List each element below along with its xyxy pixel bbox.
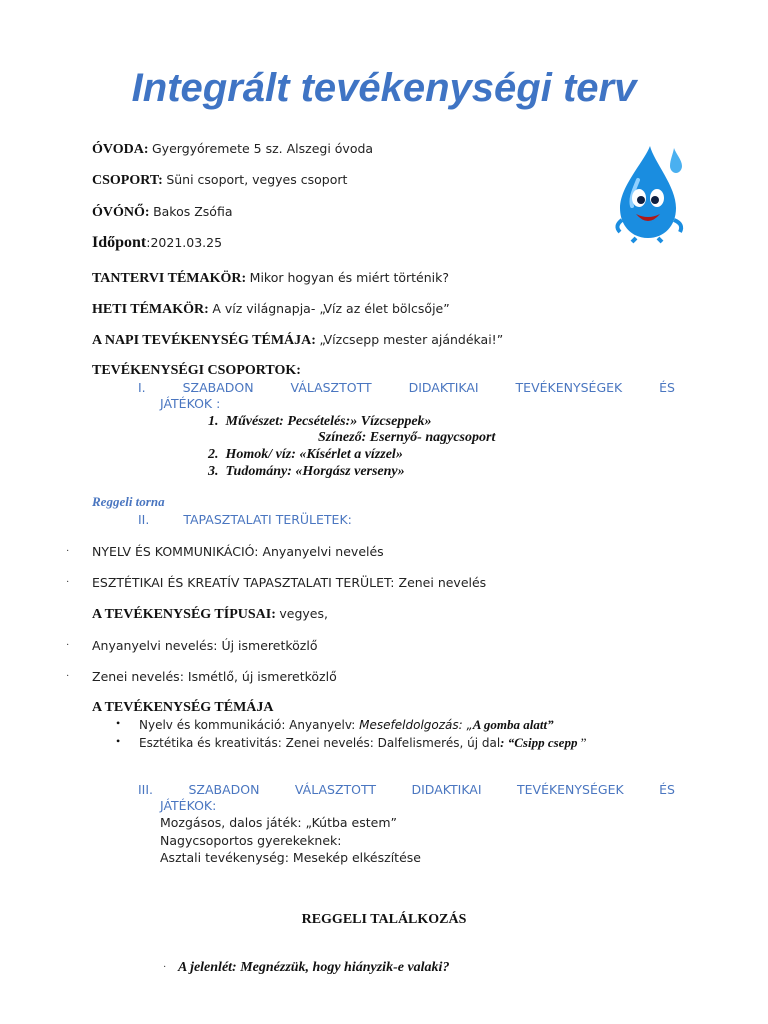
list-item [208,414,432,430]
area-label: NYELV ÉS KOMMUNIKÁCIÓ: [92,544,259,559]
heading-word: TEVÉKENYSÉGEK [516,782,624,797]
field-label: CSOPORT: [92,173,163,188]
list-item [208,447,403,463]
field-tantervi-temakor [92,270,449,287]
heading-word: ÉS [659,380,675,395]
groups-heading: TEVÉKENYSÉGI CSOPORTOK: [92,363,301,378]
types-line [92,606,328,623]
field-value: Gyergyóremete 5 sz. Alszegi óvoda [152,141,374,156]
heading-word: VÁLASZTOTT [294,782,377,797]
field-label: HETI TÉMAKÖR: [92,302,209,317]
section-numeral: II. [138,512,150,527]
heading-word: DIDAKTIKAI [411,782,482,797]
activity-line: Asztali tevékenység: Mesekép elkészítése [160,850,421,865]
type-item [92,638,317,653]
area-item [92,575,486,590]
topic-tail: ” [577,735,587,750]
field-value: A víz világnapja- „Víz az élet bölcsője” [212,301,450,316]
bullet-dot: · [66,671,70,682]
heading-word: ÉS [659,782,675,797]
field-label: ÓVÓNŐ: [92,205,150,220]
topic-item [139,717,554,733]
types-value: vegyes, [279,606,328,621]
activity-line: Nagycsoportos gyerekeknek: [160,833,342,848]
item-text: Homok/ víz: «Kísérlet a vízzel» [225,447,403,462]
section-1-heading [138,380,675,395]
field-idopont [92,234,222,252]
field-value: :2021.03.25 [146,235,223,250]
topic-italic: : [500,735,508,750]
meeting-heading: REGGELI TALÁLKOZÁS [301,912,467,927]
topic-italic: Mesefeldolgozás: „ [359,718,473,732]
field-value: Bakos Zsófia [153,204,233,219]
section-numeral: III. [138,782,154,797]
document-title: Integrált tevékenységi terv [131,66,637,110]
types-label: A TEVÉKENYSÉG TÍPUSAI: [92,607,276,622]
type-value: Új ismeretközlő [221,638,318,653]
field-napi-tema [92,332,503,349]
field-ovono [92,204,232,221]
field-label: A NAPI TEVÉKENYSÉG TÉMÁJA: [92,333,316,348]
bullet-dot: · [163,962,167,973]
activity-line: Mozgásos, dalos játék: „Kútba estem” [160,815,397,830]
item-number: 3. [208,464,219,479]
field-label: ÓVODA: [92,142,149,157]
field-csoport [92,172,347,189]
field-label: Időpont [92,234,147,251]
topic-bold: “Csipp csepp [507,735,578,750]
field-heti-temakor [92,301,450,318]
section-1-heading-cont: JÁTÉKOK : [160,396,221,411]
list-item [208,464,405,480]
heading-word: SZABADON [182,380,254,395]
area-item [92,544,384,559]
field-value: Mikor hogyan és miért történik? [249,270,450,285]
item-text: Tudomány: «Horgász verseny» [225,464,405,479]
heading-word: SZABADON [188,782,260,797]
meeting-item: A jelenlét: Megnézzük, hogy hiányzik-e valaki? [178,960,450,975]
topic-item [139,735,587,751]
item-text: Művészet: Pecsételés:» Vízcseppek» [225,414,432,429]
morning-gym-label: Reggeli torna [92,494,165,509]
heading-word: TEVÉKENYSÉGEK [515,380,623,395]
section-2-heading [138,512,352,527]
field-value: „Vízcsepp mester ajándékai!” [319,332,504,347]
area-value: Zenei nevelés [398,575,487,590]
topic-bold: A gomba alatt” [472,717,554,732]
area-value: Anyanyelvi nevelés [262,544,384,559]
water-drop-icon [592,140,720,244]
field-value: Süni csoport, vegyes csoport [166,172,348,187]
section-numeral: I. [138,380,146,395]
type-label: Anyanyelvi nevelés: [92,638,218,653]
type-value: Ismétlő, új ismeretközlő [187,669,337,684]
section-3-heading [138,782,675,797]
section-title: TAPASZTALATI TERÜLETEK: [183,512,352,527]
bullet-dot: · [66,546,70,557]
field-label: TANTERVI TÉMAKÖR: [92,271,247,286]
heading-word: DIDAKTIKAI [408,380,479,395]
heading-word: VÁLASZTOTT [290,380,372,395]
topic-heading: A TEVÉKENYSÉG TÉMÁJA [92,700,274,715]
bullet-icon: • [116,734,121,748]
list-item [318,430,495,446]
topic-text: Nyelv és kommunikáció: Anyanyelv: [139,718,360,732]
area-label: ESZTÉTIKAI ÉS KREATÍV TAPASZTALATI TERÜLET: [92,575,395,590]
item-number: 2. [208,447,219,462]
type-item [92,669,337,684]
section-3-heading-cont: JÁTÉKOK: [160,798,217,813]
type-label: Zenei nevelés: [92,669,184,684]
topic-text: Esztétika és kreativitás: Zenei nevelés: Dalfelismerés, új dal [139,736,501,750]
bullet-dot: · [66,640,70,651]
item-text: Színező: Esernyő- nagycsoport [318,430,496,445]
field-ovoda [92,141,373,158]
bullet-icon: • [116,716,121,730]
bullet-dot: · [66,577,70,588]
item-number: 1. [208,414,219,429]
